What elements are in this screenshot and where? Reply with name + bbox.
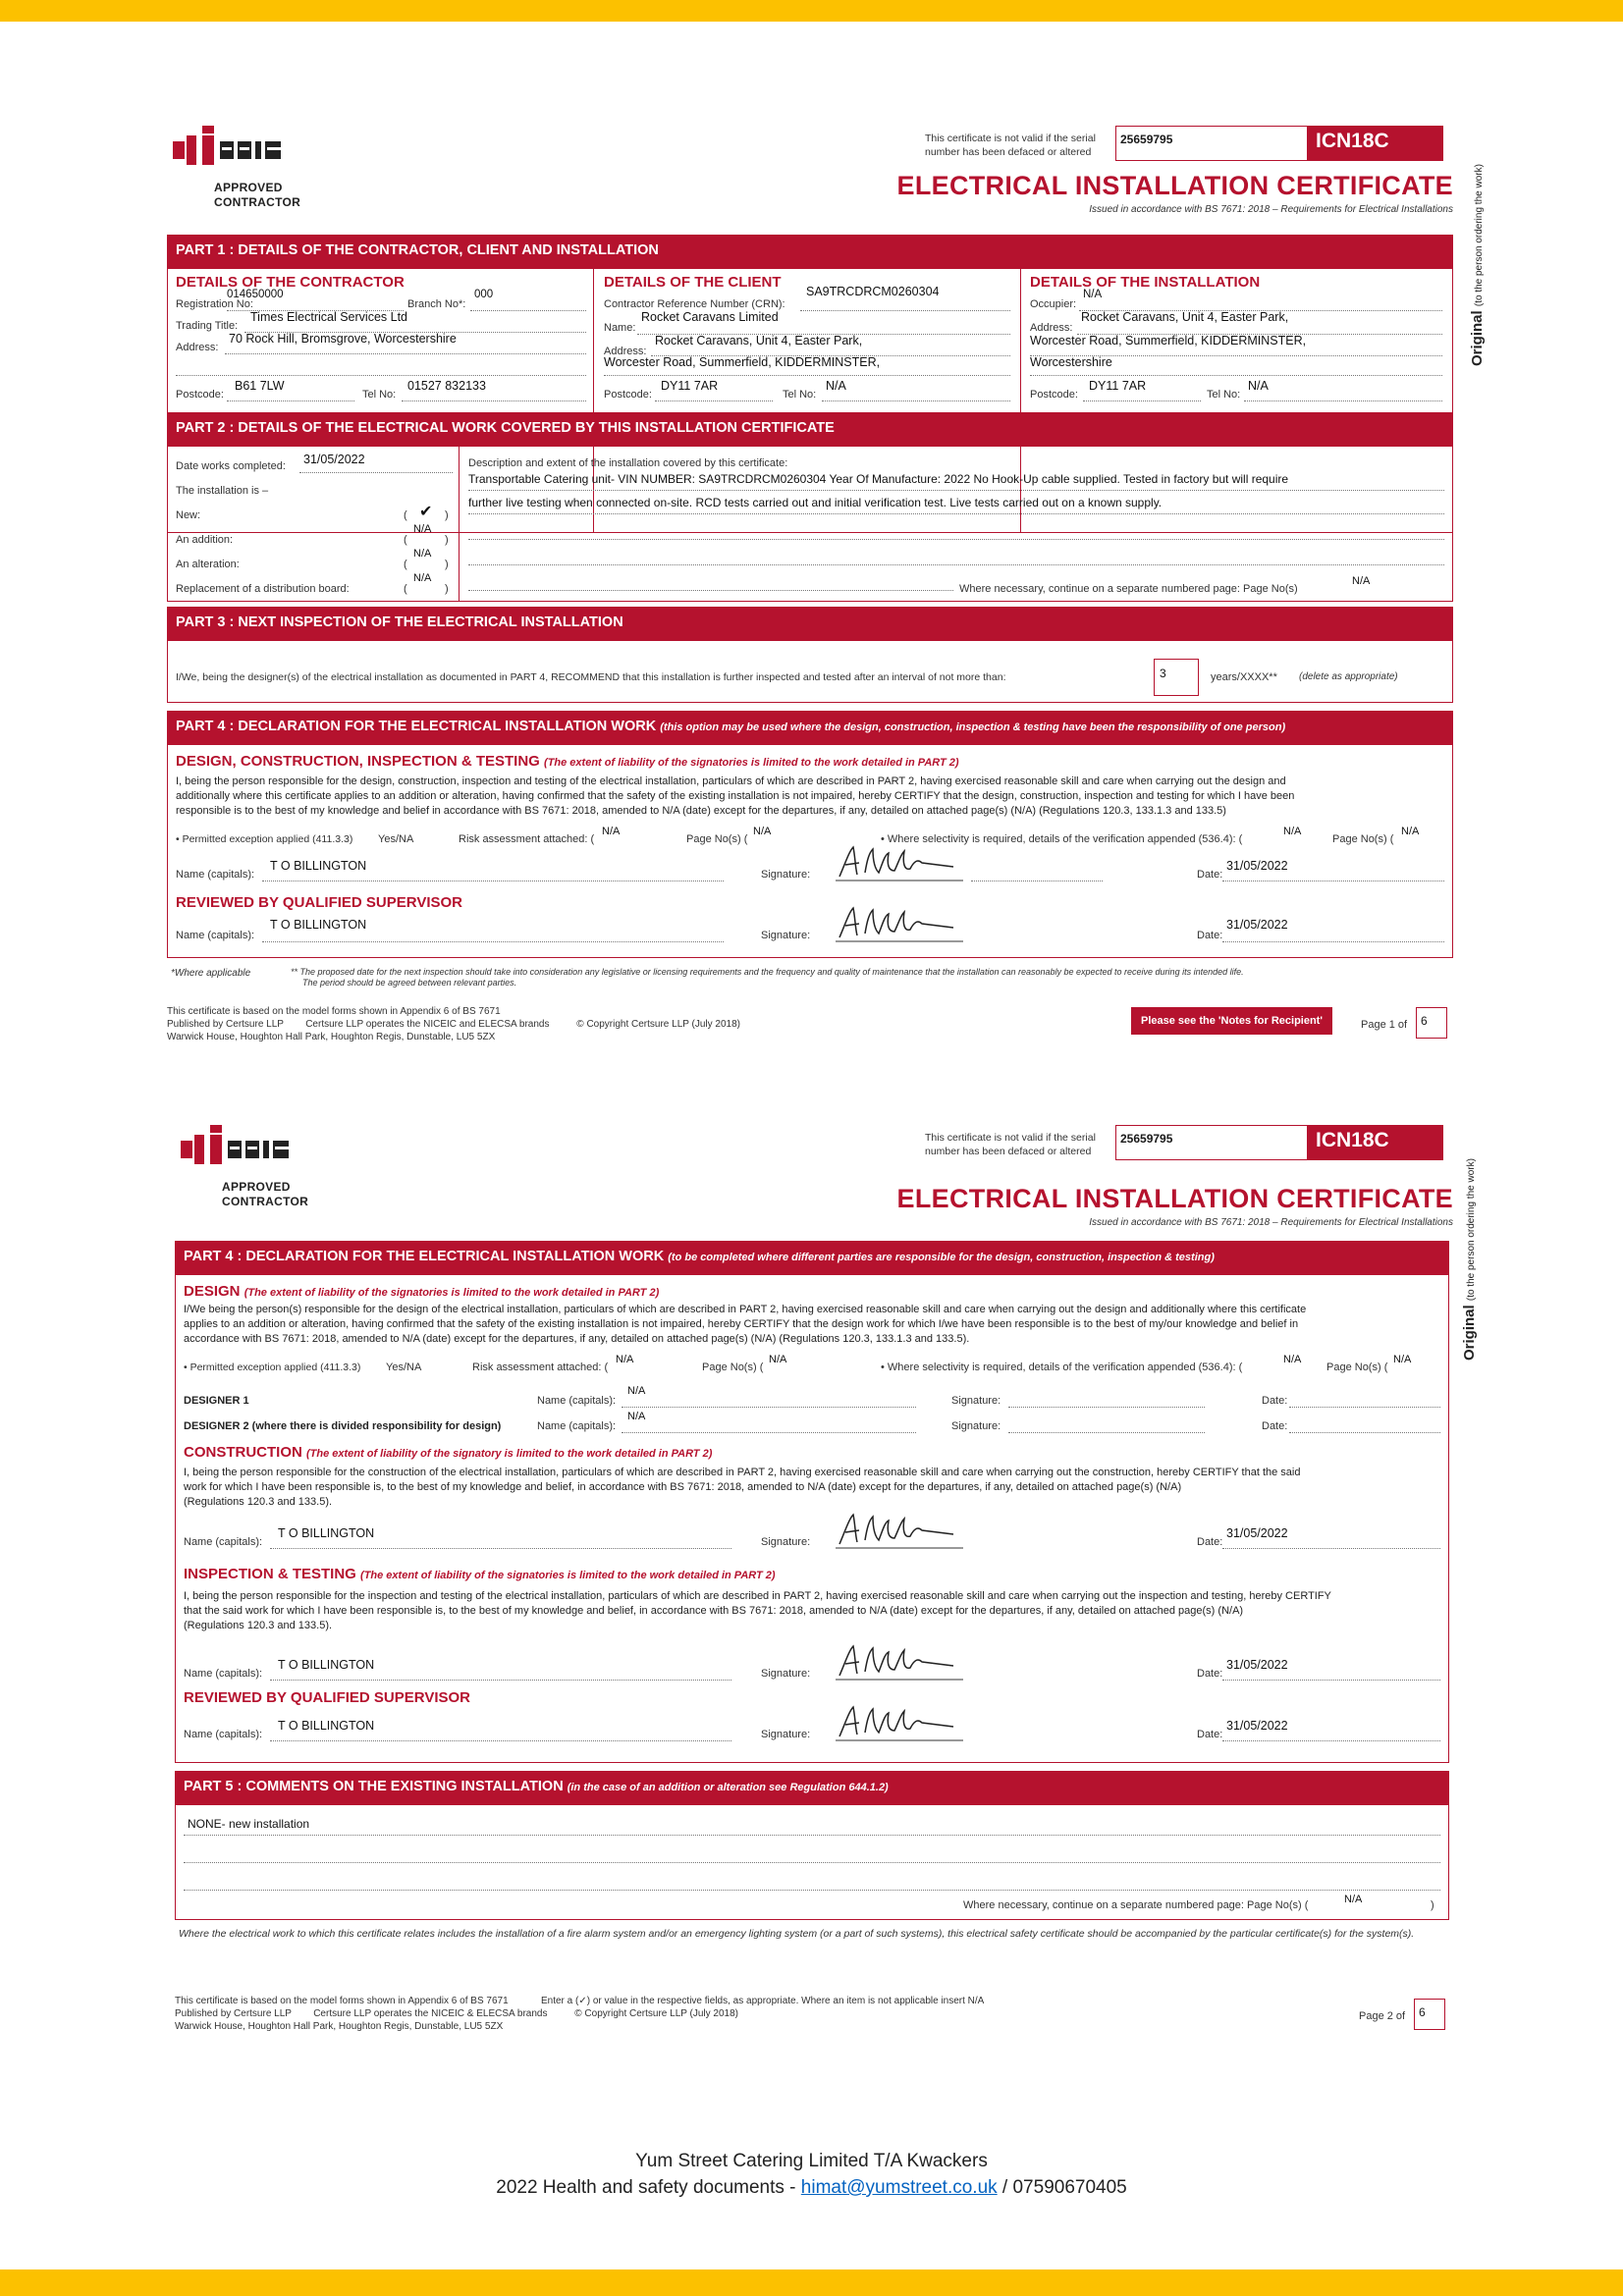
contact-phone: / 07590670405	[997, 2177, 1127, 2198]
name-label: Name (capitals):	[176, 869, 255, 881]
document-contact-line	[0, 2177, 1623, 2199]
paren: )	[445, 509, 449, 521]
form-code: ICN18C	[1308, 126, 1443, 161]
email-link[interactable]: himat@yumstreet.co.uk	[800, 2177, 998, 2198]
construction-date-value: 31/05/2022	[1226, 1526, 1288, 1540]
part4-heading	[168, 712, 1452, 745]
address-label: Address:	[176, 342, 219, 353]
signature-icon	[836, 843, 963, 882]
dotted-line	[270, 1680, 731, 1681]
footer-line-1: This certificate is based on the model forms shown in Appendix 6 of BS 7671	[167, 1006, 501, 1017]
footer-line-1	[175, 1995, 1058, 2007]
selectivity-value: N/A	[1283, 826, 1302, 837]
designer2-signature-label: Signature:	[951, 1420, 1001, 1432]
tel-value: 01527 832133	[407, 379, 486, 393]
original-label	[1469, 164, 1486, 366]
niceic-logo	[175, 1125, 332, 1213]
inspection-line-3: (Regulations 120.3 and 133.5).	[184, 1620, 333, 1631]
design-line-1: I/We being the person(s) responsible for the design of the electrical installation, particulars of which are described in PART 2, having exercised reasonable skill and care when carrying out the design and additionally where this certificate	[184, 1304, 1307, 1315]
serial-number: 25659795	[1115, 1125, 1308, 1160]
date-value: 31/05/2022	[1226, 859, 1288, 873]
inspection-date-value: 31/05/2022	[1226, 1658, 1288, 1672]
approved-contractor-text: APPROVED CONTRACTOR	[222, 1180, 309, 1208]
amended-value: N/A	[662, 805, 680, 817]
dotted-line	[1289, 1432, 1440, 1433]
design-amended: N/A	[402, 1333, 420, 1345]
occupier-value: N/A	[1083, 289, 1103, 300]
crn-value: SA9TRCDRCM0260304	[806, 285, 940, 298]
dotted-line	[1222, 941, 1444, 942]
signature-icon	[836, 1511, 963, 1550]
inspection-title: INSPECTION & TESTING	[184, 1566, 356, 1582]
risk-label: Risk assessment attached: (	[472, 1362, 609, 1373]
design-note: (The extent of liability of the signatories is limited to the work detailed in PART 2)	[243, 1287, 660, 1299]
design-line-3	[184, 1332, 1446, 1347]
designer2-name-value: N/A	[627, 1411, 646, 1422]
client-name-value: Rocket Caravans Limited	[641, 310, 779, 324]
alteration-label: An alteration:	[176, 559, 240, 570]
design-subheading	[184, 1283, 659, 1300]
reviewed-name-label: Name (capitals):	[176, 930, 255, 941]
footer-copyright: © Copyright Certsure LLP (July 2018)	[576, 1019, 741, 1030]
reviewed-name-value: T O BILLINGTON	[270, 918, 367, 932]
footer-line-2	[167, 1018, 854, 1031]
footer-basis: This certificate is based on the model forms shown in Appendix 6 of BS 7671	[175, 1996, 509, 2006]
construction-subheading	[184, 1444, 712, 1461]
inspection-signature-label: Signature:	[761, 1668, 811, 1680]
description-line-1: Transportable Catering unit- VIN NUMBER: SA9TRCDRCM0260304 Year Of Manufacture: 2022 No Hook-Up cable supplied. Tested in factory but will require	[468, 472, 1289, 486]
form-code: ICN18C	[1308, 1125, 1443, 1160]
client-address-label: Address:	[604, 346, 647, 357]
design-line-2: applies to an addition or alteration, having confirmed that the safety of the existing installation is not impaired, hereby CERTIFY that the design work for which I/we have been responsible is to the best of my/our knowledge and belief in	[184, 1318, 1299, 1330]
designer2-label: DESIGNER 2 (where there is divided responsibility for design)	[184, 1420, 502, 1432]
part3-section	[167, 607, 1453, 703]
contact-text: 2022 Health and safety documents -	[496, 2177, 801, 2198]
page-label: Page No(s) (	[686, 833, 748, 845]
document-owner-line: Yum Street Catering Limited T/A Kwackers	[635, 2151, 988, 2171]
inst-tel-value: N/A	[1248, 379, 1269, 393]
selectivity-value: N/A	[1283, 1354, 1302, 1365]
page-value: N/A	[769, 1354, 787, 1365]
paren: )	[445, 534, 449, 546]
fire-alarm-note: Where the electrical work to which this certificate relates includes the installation of a fire alarm system and/or an emergency lighting system (or a part of such systems), this electrical safety certificate should be accompanied by the particular certificate(s) for the system(s).	[179, 1928, 1415, 1940]
dotted-line	[1289, 1407, 1440, 1408]
date-works-label: Date works completed:	[176, 460, 286, 472]
dcit-subheading	[176, 753, 959, 770]
client-details	[604, 269, 1012, 402]
page2-value: N/A	[1393, 1354, 1412, 1365]
designer1-label: DESIGNER 1	[184, 1395, 249, 1407]
dotted-line	[184, 1862, 1440, 1863]
dotted-line	[1008, 1407, 1205, 1408]
occupier-label: Occupier:	[1030, 298, 1077, 310]
part4b-heading	[176, 1242, 1448, 1275]
dotted-line	[1222, 1548, 1440, 1549]
signature-icon	[836, 904, 963, 943]
declaration-text: (date) except for the departures, if any, detailed on attached page(s) (	[682, 805, 1015, 817]
client-address-2: Worcester Road, Summerfield, KIDDERMINSTER,	[604, 355, 881, 369]
declaration-line-2: additionally where this certificate applies to an addition or alteration, having confirmed that the safety of the existing installation is not impaired, hereby CERTIFY that the design, construction, inspection and testing for which I have been	[176, 790, 1295, 802]
page-number-label: Page 1 of	[1361, 1019, 1408, 1031]
part2-section	[167, 412, 1453, 602]
design-text: (date) except for the departures, if any, detailed on attached page(s) (	[422, 1333, 755, 1345]
part5-heading-text: PART 5 : COMMENTS ON THE EXISTING INSTALLATION	[184, 1779, 564, 1794]
reviewed-name-label: Name (capitals):	[184, 1729, 263, 1740]
inspection-line-2: that the said work for which I have been responsible is, to the best of my knowledge and belief, in accordance with BS 7671: 2018, amended to N/A (date) except for the departures, if any, detailed on attached page(s) (N/A)	[184, 1605, 1244, 1617]
niceic-logo	[167, 126, 324, 214]
continue-label: Where necessary, continue on a separate numbered page: Page No(s)	[959, 583, 1298, 595]
contractor-title: DETAILS OF THE CONTRACTOR	[176, 274, 405, 291]
inspection-departures: N/A	[1221, 1605, 1240, 1617]
interval-unit: years/XXXX**	[1211, 671, 1277, 683]
part4-heading-note: (this option may be used where the design, construction, inspection & testing have been the responsibility of one person)	[660, 721, 1286, 733]
installation-title: DETAILS OF THE INSTALLATION	[1030, 274, 1261, 291]
permitted-exception-value: Yes/NA	[386, 1362, 422, 1373]
proposed-date-note	[291, 967, 1449, 988]
dotted-line	[270, 1548, 731, 1549]
permitted-exception-label: • Permitted exception applied (411.3.3)	[176, 833, 353, 845]
dotted-line	[402, 400, 586, 401]
description-line-2: further live testing when connected on-site. RCD tests carried out and initial verification test. Live tests carried out on a known supply.	[468, 496, 1163, 509]
part5-continue-value: N/A	[1344, 1894, 1363, 1905]
dotted-line	[800, 310, 1010, 311]
design-title: DESIGN	[184, 1283, 241, 1300]
construction-text: work for which I have been responsible is, to the best of my knowledge and belief, in accordance with BS 7671: 2018, amended to	[184, 1481, 805, 1493]
designer1-signature-label: Signature:	[951, 1395, 1001, 1407]
certificate-page-1	[167, 126, 1486, 1058]
designer1-name-label: Name (capitals):	[537, 1395, 617, 1407]
client-tel-label: Tel No:	[783, 389, 817, 400]
dotted-line	[655, 400, 773, 401]
construction-text: (date) except for the departures, if any, detailed on attached page(s) (	[828, 1481, 1161, 1493]
dotted-line	[227, 400, 354, 401]
construction-line-1: I, being the person responsible for the construction of the electrical installation, particulars of which are described in PART 2, having exercised reasonable skill and care when carrying out the construction, hereby CERTIFY that the said	[184, 1467, 1301, 1478]
new-label: New:	[176, 509, 201, 521]
part3-heading: PART 3 : NEXT INSPECTION OF THE ELECTRICAL INSTALLATION	[168, 608, 1452, 641]
part5-section	[175, 1771, 1449, 1920]
dotted-line	[468, 564, 1444, 565]
niceic-logo-icon	[173, 126, 320, 175]
name-value: T O BILLINGTON	[270, 859, 367, 873]
serial-number: 25659795	[1115, 126, 1308, 161]
reviewed-signature-label: Signature:	[761, 930, 811, 941]
construction-title: CONSTRUCTION	[184, 1444, 302, 1461]
dotted-line	[184, 1890, 1440, 1891]
footer-brands: Certsure LLP operates the NICEIC & ELECSA brands	[313, 2008, 548, 2019]
reviewed-title: REVIEWED BY QUALIFIED SUPERVISOR	[184, 1689, 470, 1706]
original-note: (to the person ordering the work)	[1466, 1158, 1477, 1302]
footer-publisher: Published by Certsure LLP	[175, 2008, 292, 2019]
signature-icon	[836, 1703, 963, 1742]
inspection-paragraph	[184, 1589, 1446, 1633]
reviewed-date-label: Date:	[1197, 1729, 1223, 1740]
dotted-line	[1030, 375, 1442, 376]
branch-value: 000	[474, 289, 494, 300]
footer-publisher: Published by Certsure LLP	[167, 1019, 284, 1030]
inspection-amended: N/A	[869, 1605, 888, 1617]
notes-for-recipient-button[interactable]: Please see the 'Notes for Recipient'	[1131, 1007, 1332, 1035]
part4-section	[167, 711, 1453, 958]
dotted-line	[622, 1432, 916, 1433]
dotted-line	[468, 490, 1444, 491]
branch-label: Branch No*:	[407, 298, 466, 310]
part3-text: I/We, being the designer(s) of the electrical installation as documented in PART 4, RECOMMEND that this installation is further inspected and tested after an interval of not more than:	[176, 671, 1006, 683]
designer2-date-label: Date:	[1262, 1420, 1288, 1432]
certificate-title: ELECTRICAL INSTALLATION CERTIFICATE	[896, 171, 1453, 200]
certificate-page-2	[175, 1125, 1478, 2087]
part5-heading-note: (in the case of an addition or alteration see Regulation 644.1.2)	[567, 1782, 889, 1793]
client-name-label: Name:	[604, 322, 636, 334]
page-number-label: Page 2 of	[1359, 2010, 1406, 2022]
design-text: accordance with BS 7671: 2018, amended to	[184, 1333, 400, 1345]
dcit-title: DESIGN, CONSTRUCTION, INSPECTION & TESTING	[176, 753, 540, 770]
reviewed-title: REVIEWED BY QUALIFIED SUPERVISOR	[176, 894, 462, 911]
comment-value: NONE- new installation	[188, 1817, 310, 1831]
paren: )	[1431, 1899, 1434, 1911]
inspection-text: that the said work for which I have been responsible is, to the best of my knowledge and belief, in accordance with BS 7671: 2018, amended to	[184, 1605, 867, 1617]
design-paragraph	[184, 1303, 1446, 1347]
construction-amended: N/A	[807, 1481, 826, 1493]
inst-address-3: Worcestershire	[1030, 355, 1112, 369]
declaration-text: ) (Regulations 120.3, 133.1.3 and 133.5)	[1032, 805, 1226, 817]
design-text: ) (Regulations 120.3, 133.1.3 and 133.5).	[772, 1333, 970, 1345]
signature-icon	[836, 1642, 963, 1682]
construction-departures: N/A	[1160, 1481, 1178, 1493]
original-note: (to the person ordering the work)	[1474, 164, 1485, 307]
construction-date-label: Date:	[1197, 1536, 1223, 1548]
divider	[459, 447, 460, 601]
risk-label: Risk assessment attached: (	[459, 833, 595, 845]
tel-label: Tel No:	[362, 389, 397, 400]
risk-value: N/A	[616, 1354, 634, 1365]
reviewed-date-label: Date:	[1197, 930, 1223, 941]
serial-box	[925, 126, 1453, 165]
date-label: Date:	[1197, 869, 1223, 881]
footer-line-2	[175, 2007, 1058, 2020]
paren: (	[404, 509, 407, 521]
part4b-section	[175, 1241, 1449, 1763]
inspection-name-label: Name (capitals):	[184, 1668, 263, 1680]
construction-name-label: Name (capitals):	[184, 1536, 263, 1548]
postcode-label: Postcode:	[176, 389, 224, 400]
inspection-line-1: I, being the person responsible for the inspection and testing of the electrical installation, particulars of which are described in PART 2, having exercised reasonable skill and care when carrying out the inspection and testing, hereby CERTIFY	[184, 1590, 1331, 1602]
signature-label: Signature:	[761, 869, 811, 881]
risk-value: N/A	[602, 826, 621, 837]
dotted-line	[225, 353, 586, 354]
construction-line-2: work for which I have been responsible is, to the best of my knowledge and belief, in accordance with BS 7671: 2018, amended to N/A (date) except for the departures, if any, detailed on attached page(s) (N/A)	[184, 1481, 1182, 1493]
page-value: N/A	[753, 826, 772, 837]
construction-line-3: (Regulations 120.3 and 133.5).	[184, 1496, 333, 1508]
interval-value: 3	[1160, 667, 1166, 680]
trading-value: Times Electrical Services Ltd	[250, 310, 407, 324]
page2-footer	[175, 1995, 1058, 2033]
inspection-subheading	[184, 1566, 776, 1582]
dotted-line	[468, 590, 953, 591]
part2-heading: PART 2 : DETAILS OF THE ELECTRICAL WORK COVERED BY THIS INSTALLATION CERTIFICATE	[168, 413, 1452, 447]
part1-heading: PART 1 : DETAILS OF THE CONTRACTOR, CLIENT AND INSTALLATION	[168, 236, 1452, 269]
dotted-line	[1008, 1432, 1205, 1433]
description-label: Description and extent of the installation covered by this certificate:	[468, 457, 788, 469]
part4-heading-text: PART 4 : DECLARATION FOR THE ELECTRICAL INSTALLATION WORK	[176, 719, 657, 734]
reg-value: 014650000	[227, 289, 284, 300]
reviewed-date-value: 31/05/2022	[1226, 1719, 1288, 1733]
design-departures: N/A	[754, 1333, 773, 1345]
paren: (	[404, 583, 407, 595]
paren: )	[445, 583, 449, 595]
replacement-label: Replacement of a distribution board:	[176, 583, 350, 595]
construction-name-value: T O BILLINGTON	[278, 1526, 375, 1540]
continue-value: N/A	[1352, 575, 1371, 587]
selectivity-label: • Where selectivity is required, details of the verification appended (536.4): (	[881, 833, 1243, 845]
postcode-value: B61 7LW	[235, 379, 285, 393]
construction-signature-label: Signature:	[761, 1536, 811, 1548]
addition-label: An addition:	[176, 534, 234, 546]
footer-brands: Certsure LLP operates the NICEIC and ELECSA brands	[305, 1019, 550, 1030]
top-band	[0, 0, 1623, 22]
dotted-line	[1222, 1740, 1440, 1741]
original-label	[1461, 1158, 1478, 1361]
inst-postcode-value: DY11 7AR	[1089, 379, 1147, 393]
inspection-text: (date) except for the departures, if any, detailed on attached page(s) (	[890, 1605, 1222, 1617]
dotted-line	[1244, 400, 1442, 401]
certificate-subtitle: Issued in accordance with BS 7671: 2018 – Requirements for Electrical Installations	[1089, 1217, 1453, 1228]
inst-address-label: Address:	[1030, 322, 1073, 334]
alteration-value: N/A	[413, 548, 432, 560]
dotted-line	[270, 1740, 731, 1741]
proposed-note-2: The period should be agreed between relevant parties.	[302, 978, 517, 988]
page1-footer	[167, 1005, 854, 1043]
bottom-band	[0, 2269, 1623, 2296]
original-word: Original	[1469, 310, 1486, 366]
crn-label: Contractor Reference Number (CRN):	[604, 298, 785, 310]
dotted-line	[468, 513, 1444, 514]
dotted-line	[1083, 400, 1201, 401]
proposed-note-1: ** The proposed date for the next inspection should take into consideration any legislative or licensing requirements and the frequency and quality of maintenance that the installation can reasonably be expected to receive during its intended life.	[291, 967, 1244, 977]
selectivity-label: • Where selectivity is required, details of the verification appended (536.4): (	[881, 1362, 1243, 1373]
installation-is-label: The installation is –	[176, 485, 269, 497]
new-checkmark: ✔	[419, 504, 433, 520]
reg-label: Registration No:	[176, 298, 253, 310]
inst-address-2: Worcester Road, Summerfield, KIDDERMINSTER,	[1030, 334, 1307, 347]
serial-note: This certificate is not valid if the serial number has been defaced or altered	[925, 133, 1096, 158]
client-address-1: Rocket Caravans, Unit 4, Easter Park,	[655, 334, 863, 347]
permitted-exception-label: • Permitted exception applied (411.3.3)	[184, 1362, 361, 1373]
footer-line-3: Warwick House, Houghton Hall Park, Houghton Regis, Dunstable, LU5 5ZX	[167, 1032, 496, 1042]
dotted-line	[262, 941, 724, 942]
replacement-value: N/A	[413, 572, 432, 584]
serial-note: This certificate is not valid if the serial number has been defaced or altered	[925, 1132, 1096, 1157]
date-works-value: 31/05/2022	[303, 453, 365, 466]
where-applicable-note: *Where applicable	[171, 968, 251, 979]
reviewed-date-value: 31/05/2022	[1226, 918, 1288, 932]
dotted-line	[822, 400, 1010, 401]
declaration-line-3	[176, 804, 1448, 819]
footer-enter-note: Enter a (✓) or value in the respective fields, as appropriate. Where an item is not applicable insert N/A	[540, 1996, 985, 2006]
paren: (	[404, 534, 407, 546]
dotted-line	[176, 375, 586, 376]
inst-tel-label: Tel No:	[1207, 389, 1241, 400]
page-label: Page No(s) (	[702, 1362, 764, 1373]
construction-note: (The extent of liability of the signatory is limited to the work detailed in PART 2)	[306, 1448, 713, 1460]
designer1-date-label: Date:	[1262, 1395, 1288, 1407]
part4b-heading-text: PART 4 : DECLARATION FOR THE ELECTRICAL INSTALLATION WORK	[184, 1249, 665, 1264]
dotted-line	[1222, 1680, 1440, 1681]
client-tel-value: N/A	[826, 379, 846, 393]
inspection-date-label: Date:	[1197, 1668, 1223, 1680]
client-title: DETAILS OF THE CLIENT	[604, 274, 782, 291]
footer-line-3: Warwick House, Houghton Hall Park, Houghton Regis, Dunstable, LU5 5ZX	[175, 2021, 504, 2032]
construction-paragraph	[184, 1466, 1446, 1510]
declaration-paragraph	[176, 774, 1448, 819]
designer2-name-label: Name (capitals):	[537, 1420, 617, 1432]
page2-label: Page No(s) (	[1326, 1362, 1388, 1373]
paren: )	[445, 559, 449, 570]
address-value: 70 Rock Hill, Bromsgrove, Worcestershire	[229, 332, 457, 346]
dotted-line	[184, 1835, 1440, 1836]
trading-label: Trading Title:	[176, 320, 239, 332]
dotted-line	[604, 375, 1010, 376]
approved-contractor-text: APPROVED CONTRACTOR	[214, 181, 301, 209]
part5-continue-label: Where necessary, continue on a separate numbered page: Page No(s) (	[963, 1899, 1309, 1911]
certificate-title: ELECTRICAL INSTALLATION CERTIFICATE	[896, 1184, 1453, 1213]
client-postcode-label: Postcode:	[604, 389, 652, 400]
page2-value: N/A	[1401, 826, 1420, 837]
inspection-name-value: T O BILLINGTON	[278, 1658, 375, 1672]
dotted-line	[468, 539, 1444, 540]
addition-value: N/A	[413, 523, 432, 535]
part4b-heading-note: (to be completed where different parties are responsible for the design, construction, inspection & testing)	[668, 1252, 1215, 1263]
page-total-box: 6	[1414, 1999, 1445, 2030]
certificate-subtitle: Issued in accordance with BS 7671: 2018 – Requirements for Electrical Installations	[1089, 204, 1453, 215]
part5-heading	[176, 1772, 1448, 1805]
dcit-note: (The extent of liability of the signatories is limited to the work detailed in PART 2)	[544, 757, 959, 769]
client-postcode-value: DY11 7AR	[661, 379, 719, 393]
departures-value: N/A	[1014, 805, 1033, 817]
dotted-line	[299, 472, 453, 473]
paren: (	[404, 559, 407, 570]
declaration-text: responsible is to the best of my knowledge and belief in accordance with BS 7671: 2018, amended to	[176, 805, 660, 817]
original-word: Original	[1461, 1305, 1478, 1361]
niceic-logo-icon	[181, 1125, 328, 1174]
delete-note: (delete as appropriate)	[1299, 671, 1398, 682]
page-total-box: 6	[1416, 1007, 1447, 1039]
declaration-line-1: I, being the person responsible for the design, construction, inspection and testing of the electrical installation, particulars of which are described in PART 2, having exercised reasonable skill and care when carrying out the design and	[176, 775, 1286, 787]
reviewed-signature-label: Signature:	[761, 1729, 811, 1740]
installation-details	[1030, 269, 1446, 402]
inst-postcode-label: Postcode:	[1030, 389, 1078, 400]
contractor-details	[176, 269, 588, 402]
inst-address-1: Rocket Caravans, Unit 4, Easter Park,	[1081, 310, 1289, 324]
reviewed-name-value: T O BILLINGTON	[278, 1719, 375, 1733]
permitted-exception-value: Yes/NA	[378, 833, 414, 845]
dotted-line	[622, 1407, 916, 1408]
inspection-note: (The extent of liability of the signatories is limited to the work detailed in PART 2)	[360, 1570, 776, 1581]
serial-box	[925, 1125, 1453, 1164]
dotted-line	[470, 310, 586, 311]
footer-copyright: © Copyright Certsure LLP (July 2018)	[574, 2008, 738, 2019]
page2-label: Page No(s) (	[1332, 833, 1394, 845]
designer1-name-value: N/A	[627, 1385, 646, 1397]
